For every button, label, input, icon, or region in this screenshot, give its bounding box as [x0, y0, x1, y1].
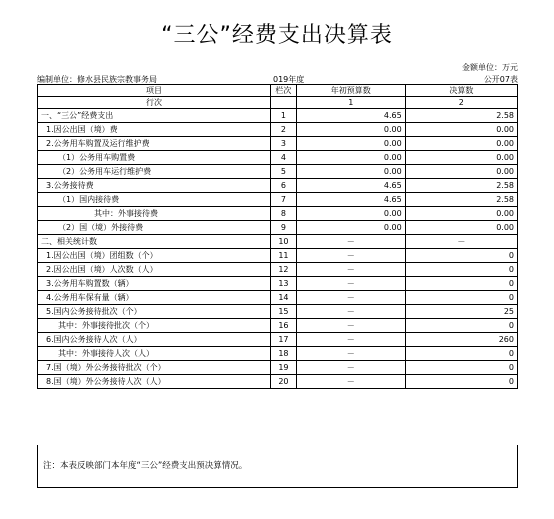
row-budget: －: [296, 375, 405, 389]
row-item: 其中：外事接待批次（个）: [38, 319, 271, 333]
row-item: 8.国（境）外公务接待人次（人）: [38, 375, 271, 389]
row-no: 17: [270, 333, 296, 347]
row-actual: 260: [405, 333, 517, 347]
fiscal-year: 019年度: [273, 75, 305, 84]
row-item: 二、相关统计数: [38, 235, 271, 249]
row-no: 20: [270, 375, 296, 389]
table-row: [38, 193, 518, 207]
table-note: 注：本表反映部门本年度“三公”经费支出预决算情况。: [43, 461, 248, 471]
table-row: [38, 305, 518, 319]
row-actual: 2.58: [405, 109, 517, 123]
header-item: 项目: [38, 85, 271, 97]
row-budget: －: [296, 277, 405, 291]
table-row: [38, 165, 518, 179]
row-actual: 0.00: [405, 221, 517, 235]
row-budget: －: [296, 305, 405, 319]
row-budget: －: [296, 333, 405, 347]
row-no: 10: [270, 235, 296, 249]
row-item: 6.国内公务接待人次（人）: [38, 333, 271, 347]
row-item: （1）国内接待费: [38, 193, 271, 207]
row-no: 7: [270, 193, 296, 207]
note-box: [37, 445, 518, 488]
table-row: [38, 235, 518, 249]
header-no: 栏次: [270, 85, 296, 97]
row-budget: 4.65: [296, 109, 405, 123]
row-actual: 0: [405, 291, 517, 305]
table-row: [38, 207, 518, 221]
table-row: [38, 109, 518, 123]
header-budget: 年初预算数: [296, 85, 405, 97]
row-no: 12: [270, 263, 296, 277]
row-item: （1）公务用车购置费: [38, 151, 271, 165]
form-number: 公开07表: [483, 75, 518, 84]
table-row: [38, 137, 518, 151]
header-row-index: 行次: [38, 97, 271, 109]
row-actual: 0.00: [405, 123, 517, 137]
row-no: 19: [270, 361, 296, 375]
row-actual: 25: [405, 305, 517, 319]
row-actual: 0.00: [405, 137, 517, 151]
table-row: [38, 123, 518, 137]
row-item: 3.公务用车购置数（辆）: [38, 277, 271, 291]
row-item: 5.国内公务接待批次（个）: [38, 305, 271, 319]
table-row: [38, 333, 518, 347]
row-budget: －: [296, 235, 405, 249]
table-row: [38, 319, 518, 333]
row-actual: 0: [405, 347, 517, 361]
row-no: 15: [270, 305, 296, 319]
row-no: 4: [270, 151, 296, 165]
row-no: 11: [270, 249, 296, 263]
row-no: 5: [270, 165, 296, 179]
row-actual: 0: [405, 263, 517, 277]
row-no: 9: [270, 221, 296, 235]
row-budget: －: [296, 263, 405, 277]
table-row: [38, 151, 518, 165]
row-item: 7.国（境）外公务接待批次（个）: [38, 361, 271, 375]
row-actual: 2.58: [405, 179, 517, 193]
row-budget: 0.00: [296, 207, 405, 221]
row-budget: 4.65: [296, 179, 405, 193]
row-no: 8: [270, 207, 296, 221]
row-item: 其中：外事接待人次（人）: [38, 347, 271, 361]
header-blank: [270, 97, 296, 109]
row-item: 2.公务用车购置及运行维护费: [38, 137, 271, 151]
amount-unit: 金额单位：万元: [462, 63, 518, 72]
organization: 编制单位：修水县民族宗教事务局: [37, 75, 157, 84]
row-item: 2.因公出国（境）人次数（人）: [38, 263, 271, 277]
row-budget: 0.00: [296, 221, 405, 235]
row-budget: －: [296, 347, 405, 361]
row-budget: －: [296, 291, 405, 305]
page-title: “三公”经费支出决算表: [161, 23, 393, 48]
table-row: [38, 361, 518, 375]
row-actual: 0.00: [405, 151, 517, 165]
header-col-2: 2: [405, 97, 517, 109]
row-no: 6: [270, 179, 296, 193]
row-item: 3.公务接待费: [38, 179, 271, 193]
row-no: 18: [270, 347, 296, 361]
row-actual: 0: [405, 375, 517, 389]
row-budget: －: [296, 319, 405, 333]
row-actual: 0.00: [405, 165, 517, 179]
row-no: 13: [270, 277, 296, 291]
row-item: 4.公务用车保有量（辆）: [38, 291, 271, 305]
row-item: 1.因公出国（境）团组数（个）: [38, 249, 271, 263]
row-budget: 0.00: [296, 151, 405, 165]
table-row: [38, 179, 518, 193]
row-actual: 0: [405, 249, 517, 263]
table-row: [38, 249, 518, 263]
row-item: （2）公务用车运行维护费: [38, 165, 271, 179]
expense-table: [37, 84, 518, 389]
row-budget: －: [296, 249, 405, 263]
header-col-1: 1: [296, 97, 405, 109]
row-no: 16: [270, 319, 296, 333]
row-item: 其中：外事接待费: [38, 207, 271, 221]
row-actual: 2.58: [405, 193, 517, 207]
row-no: 14: [270, 291, 296, 305]
row-no: 3: [270, 137, 296, 151]
row-item: 1.因公出国（境）费: [38, 123, 271, 137]
row-actual: 0: [405, 361, 517, 375]
table-row: [38, 375, 518, 389]
row-budget: －: [296, 361, 405, 375]
row-budget: 0.00: [296, 165, 405, 179]
row-item: （2）国（境）外接待费: [38, 221, 271, 235]
table-row: [38, 277, 518, 291]
row-actual: 0: [405, 319, 517, 333]
row-budget: 0.00: [296, 123, 405, 137]
row-actual: 0: [405, 277, 517, 291]
row-actual: 0.00: [405, 207, 517, 221]
table-row: [38, 221, 518, 235]
row-actual: －: [405, 235, 517, 249]
table-header-row-2: [38, 97, 518, 109]
row-no: 1: [270, 109, 296, 123]
row-no: 2: [270, 123, 296, 137]
table-header-row: [38, 85, 518, 97]
row-budget: 4.65: [296, 193, 405, 207]
table-row: [38, 263, 518, 277]
header-actual: 决算数: [405, 85, 517, 97]
table-row: [38, 291, 518, 305]
row-item: 一、“三公”经费支出: [38, 109, 271, 123]
row-budget: 0.00: [296, 137, 405, 151]
table-row: [38, 347, 518, 361]
